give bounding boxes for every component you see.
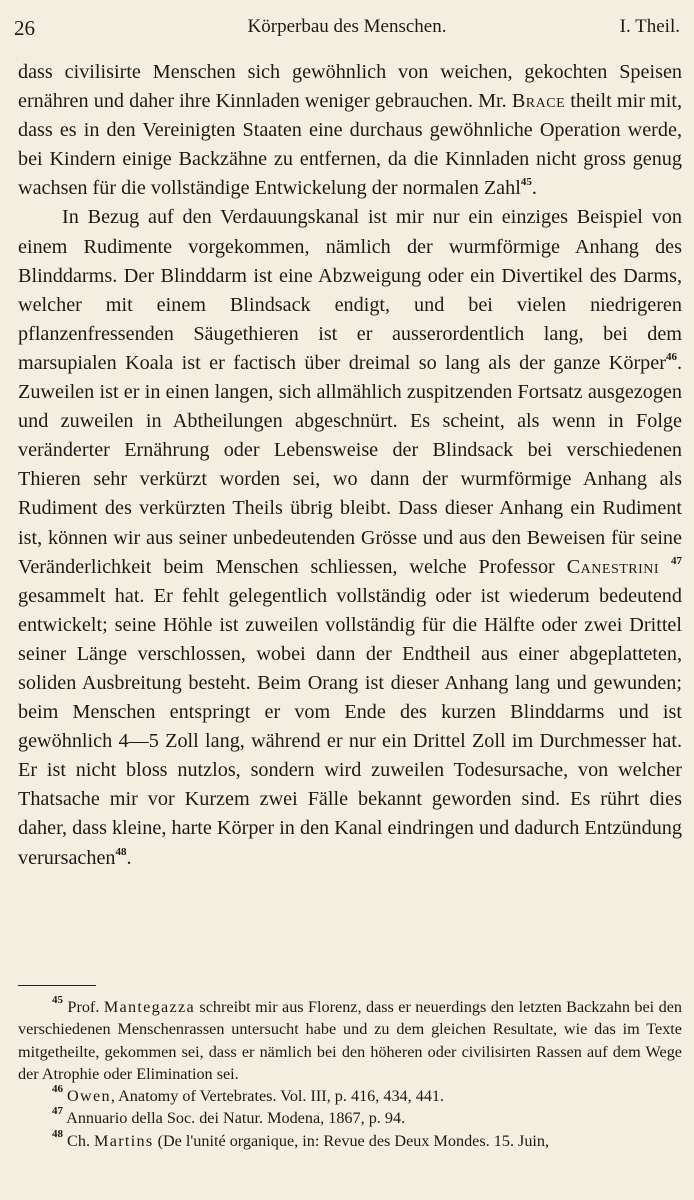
running-header [14, 16, 680, 42]
footnote-ref[interactable]: 45 [520, 176, 532, 189]
text-run: . Zuweilen ist er in einen langen, sich allmählich zuspitzenden Fortsatz ausgezogen und zuweilen in Abtheilungen abgeschnürt. Es scheint, als wenn in Folge veränderter Ernährung oder Lebensweise der Blindsack bei verschiedenen Thieren sehr verkürzt worden sei, wo dann der wurmförmige Anhang als Rudiment des verkürzten Theils übrig bleibt. Dass dieser Anhang ein Rudiment ist, können wir aus seiner unbedeutenden Grösse und aus den Beweisen für seine Veränderlichkeit beim Menschen schliessen, welche Professor [18, 351, 682, 578]
text-run: . [126, 846, 132, 869]
text-run: Ch. [63, 1131, 95, 1150]
footnote-number: 47 [52, 1105, 63, 1118]
footnote-ref[interactable]: 47 [671, 554, 683, 567]
author-name: Owen [67, 1087, 111, 1106]
paragraph-1 [18, 58, 682, 203]
footnote-separator [18, 985, 96, 986]
text-run: theilt mir mit, dass es in den Vereinigten Staaten eine durchaus gewöhnliche Operation werde, bei Kindern einige Backzähne zu entfernen, da die Kinnladen nicht gross genug wachsen für die vollständige Entwickelung der normalen Zahl [18, 90, 682, 200]
text-run: dass civilisirte Menschen sich gewöhnlich von weichen, gekochten Speisen ernähren und daher ihre Kinnladen weniger gebrauchen. Mr. [18, 61, 682, 113]
footnote-48 [18, 1127, 682, 1152]
author-name: Martins [94, 1131, 154, 1150]
footnote-ref[interactable]: 46 [665, 350, 677, 363]
footnote-text: Annuario della Soc. dei Natur. Modena, 1867, p. 94. [63, 1109, 406, 1128]
text-run: In Bezug auf den Verdauungskanal ist mir nur ein einziges Beispiel von einem Rudimente vorgekommen, nämlich der wurmförmige Anhang des Blinddarms. Der Blinddarm ist eine Abzweigung oder ein Divertikel des Darms, welcher mit einem Blindsack endigt, und bei vielen niedrigeren pflanzenfressenden Säugethieren ist er ausserordentlich lang, bei dem marsupialen Koala ist er factisch über dreimal so lang als der ganze Körper [18, 206, 682, 374]
author-name: Mantegazza [103, 998, 195, 1016]
footnote-number: 48 [52, 1127, 63, 1140]
text-run: . [531, 177, 537, 200]
footnote-ref[interactable]: 48 [115, 845, 127, 858]
footnote-number: 45 [52, 994, 63, 1006]
footnote-47 [18, 1107, 682, 1129]
footnote-46 [18, 1085, 682, 1107]
text-run: Prof. [63, 998, 104, 1016]
footnote-text: (De l'unité organique, in: Revue des Deux Mondes. 15. Juin, [153, 1131, 550, 1150]
footnote-45 [18, 996, 682, 1085]
footnote-text: schreibt mir aus Florenz, dass er neuerdings den letzten Backzahn bei den verschiedenen Menschenrassen untersucht habe und zu dem gleichen Resultate, wie das im Texte mitgetheilte, gekommen sei, dass er nämlich bei den höheren oder civilisirten Rassen auf dem Wege der Atrophie oder Elimination sei. [18, 998, 682, 1083]
person-name: Canestrini [566, 555, 660, 578]
person-name: Brace [511, 90, 566, 113]
page-number: 26 [14, 16, 35, 40]
footnote-text: , Anatomy of Vertebrates. Vol. III, p. 416, 434, 441. [110, 1087, 445, 1106]
part-label: I. Theil. [619, 16, 680, 37]
running-title: Körperbau des Menschen. [247, 16, 447, 37]
text-run: gesammelt hat. Er fehlt gelegentlich vollständig oder ist wiederum bedeutend entwickelt; seine Höhle ist zuweilen vollständig für die Hälfte oder zwei Drittel seiner Länge verschlossen, wobei dann der Endtheil aus einer abgeplatteten, soliden Ausbreitung besteht. Beim Orang ist dieser Anhang lang und gewunden; beim Menschen entspringt er vom Ende des kurzen Blinddarms und ist gewöhnlich 4—5 Zoll lang, während er nur ein Drittel Zoll im Durchmesser hat. Er ist nicht bloss nutzlos, sondern wird zuweilen Todesursache, von welcher Thatsache mir vor Kurzem zwei Fälle bekannt geworden sind. Es rührt dies daher, dass kleine, harte Körper in den Kanal eindringen und dadurch Entzündung verursachen [18, 584, 682, 869]
main-text [18, 58, 682, 873]
footnotes [18, 996, 682, 1152]
paragraph-2 [18, 203, 682, 872]
footnote-number: 46 [52, 1083, 63, 1096]
